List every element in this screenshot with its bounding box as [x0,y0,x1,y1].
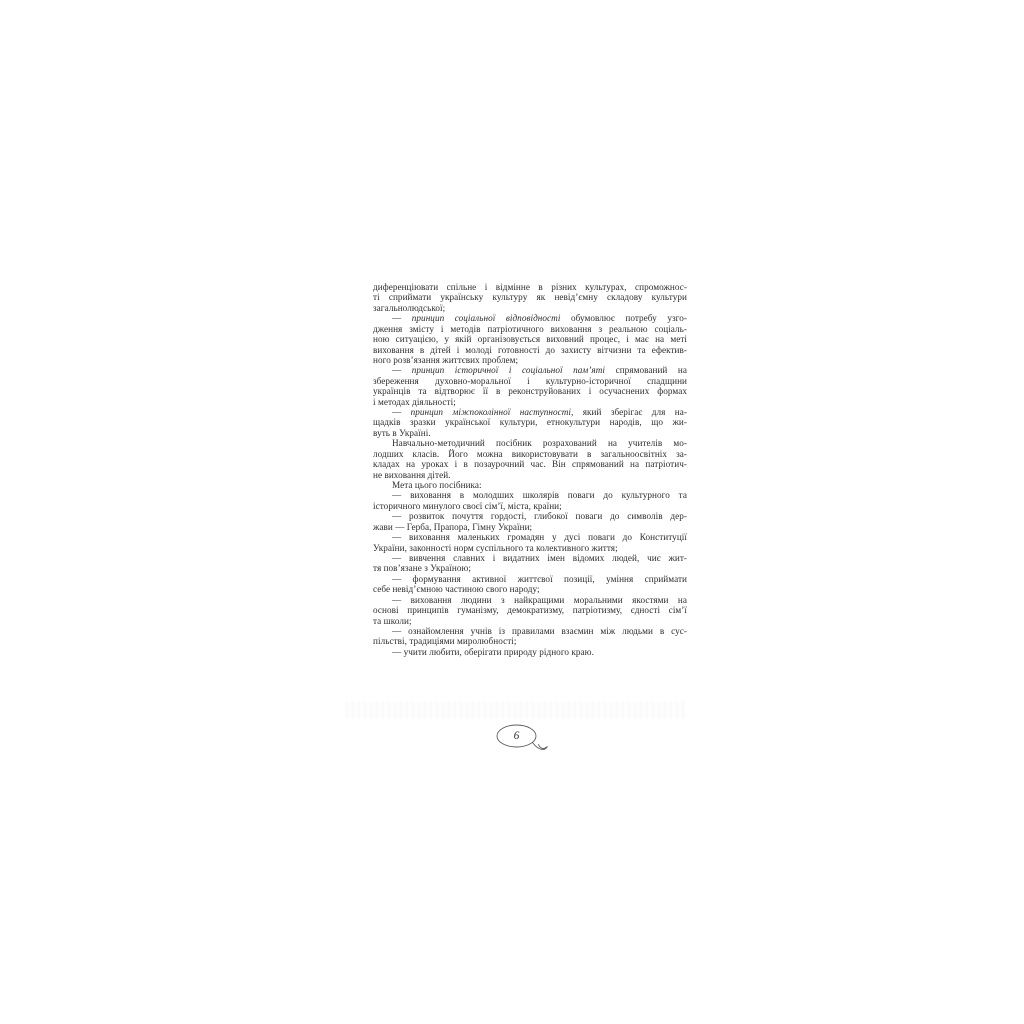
page-text-block [373,282,687,657]
text-line: виховання в дітей і молоді готовності до захисту вітчизни та ефектив- [373,344,687,355]
paragraph [373,438,687,480]
paragraph [373,407,687,438]
text-line: щадків зразки української культури, етнокультури народів, що жи- [373,417,687,428]
paragraph [373,595,687,626]
paragraph [373,626,687,647]
text-line: лодших класів. Його можна використовувати в загальноосвітніх за- [373,448,687,459]
paragraph [373,532,687,553]
text-line: — виховання в молодших школярів поваги до культурного та [392,490,687,501]
paragraph [373,574,687,595]
paragraph [373,313,687,365]
text-line: ною ситуацією, у якій організовується виховний процес, і має на меті [373,334,687,345]
text-line: пільстві, традиціями миролюбності; [373,636,517,647]
paragraph [373,553,687,574]
text-line: — принцип історичної і соціальної пам’яті спрямований на [392,365,687,376]
text-line: жави — Герба, Прапора, Гімну України; [373,521,533,532]
text-line: вуть в Україні. [373,427,431,438]
text-line: та школи; [373,615,412,626]
text-line: — принцип міжпоколінної наступності, який зберігає для на- [392,407,687,418]
text-line: диференціювати спільне і відмінне в різних культурах, спроможнос- [373,282,687,292]
text-line: не виховання дітей. [373,469,451,480]
paragraph [373,480,687,490]
text-line: історичного минулого своєї сім’ї, міста, країни; [373,500,562,511]
text-line: — вивчення славних і видатних імен відомих людей, чиє жит- [392,552,687,563]
paragraph [373,511,687,532]
text-line: ті сприймати українську культуру як невід’ємну складову культури [373,292,687,303]
text-line: себе невід’ємною частиною свого народу; [373,584,540,595]
paragraph [373,647,687,657]
bleed-through-artifact [346,701,686,719]
text-line: — виховання маленьких громадян у дусі поваги до Конституції [392,532,687,543]
text-line: ного розв’язання життєвих проблем; [373,354,519,365]
text-line: — розвиток почуття гордості, глибокої поваги до символів дер- [392,511,687,522]
page-number-badge [496,723,554,757]
paragraph [373,282,687,313]
text-line: збереження духовно-моральної і культурно-історичної спадщини [373,375,687,386]
text-line: — формування активної життєвої позиції, уміння сприймати [392,573,687,584]
text-line: кладах на уроках і в позаурочний час. Він спрямований на патріотич- [373,459,687,470]
text-line: і методах діяльності; [373,396,456,407]
text-line: українців та відтворює її в реконструйованих і осучаснених формах [373,386,687,397]
paragraph [373,490,687,511]
text-line: Навчально-методичний посібник розрахований на учителів мо- [392,438,687,449]
text-line: тя пов’язане з Україною; [373,563,471,574]
text-line: основі принципів гуманізму, демократизму, патріотизму, єдності сім’ї [373,605,687,616]
text-line: загальнолюдської; [373,302,446,313]
text-line: — виховання людини з найкращими моральними якостями на [392,594,687,605]
text-line: Мета цього посібника: [392,480,482,491]
text-line: — принцип соціальної відповідності обумовлює потребу узго- [392,313,687,324]
text-line: — учити любити, оберігати природу рідного краю. [392,646,594,657]
page-number: 6 [513,730,520,742]
text-line: — ознайомлення учнів із правилами взаємин між людьми в сус- [392,625,687,636]
text-line: дження змісту і методів патріотичного виховання з реальною соціаль- [373,323,687,334]
paragraph [373,365,687,407]
text-line: України, законності норм суспільного та колективного життя; [373,542,618,553]
